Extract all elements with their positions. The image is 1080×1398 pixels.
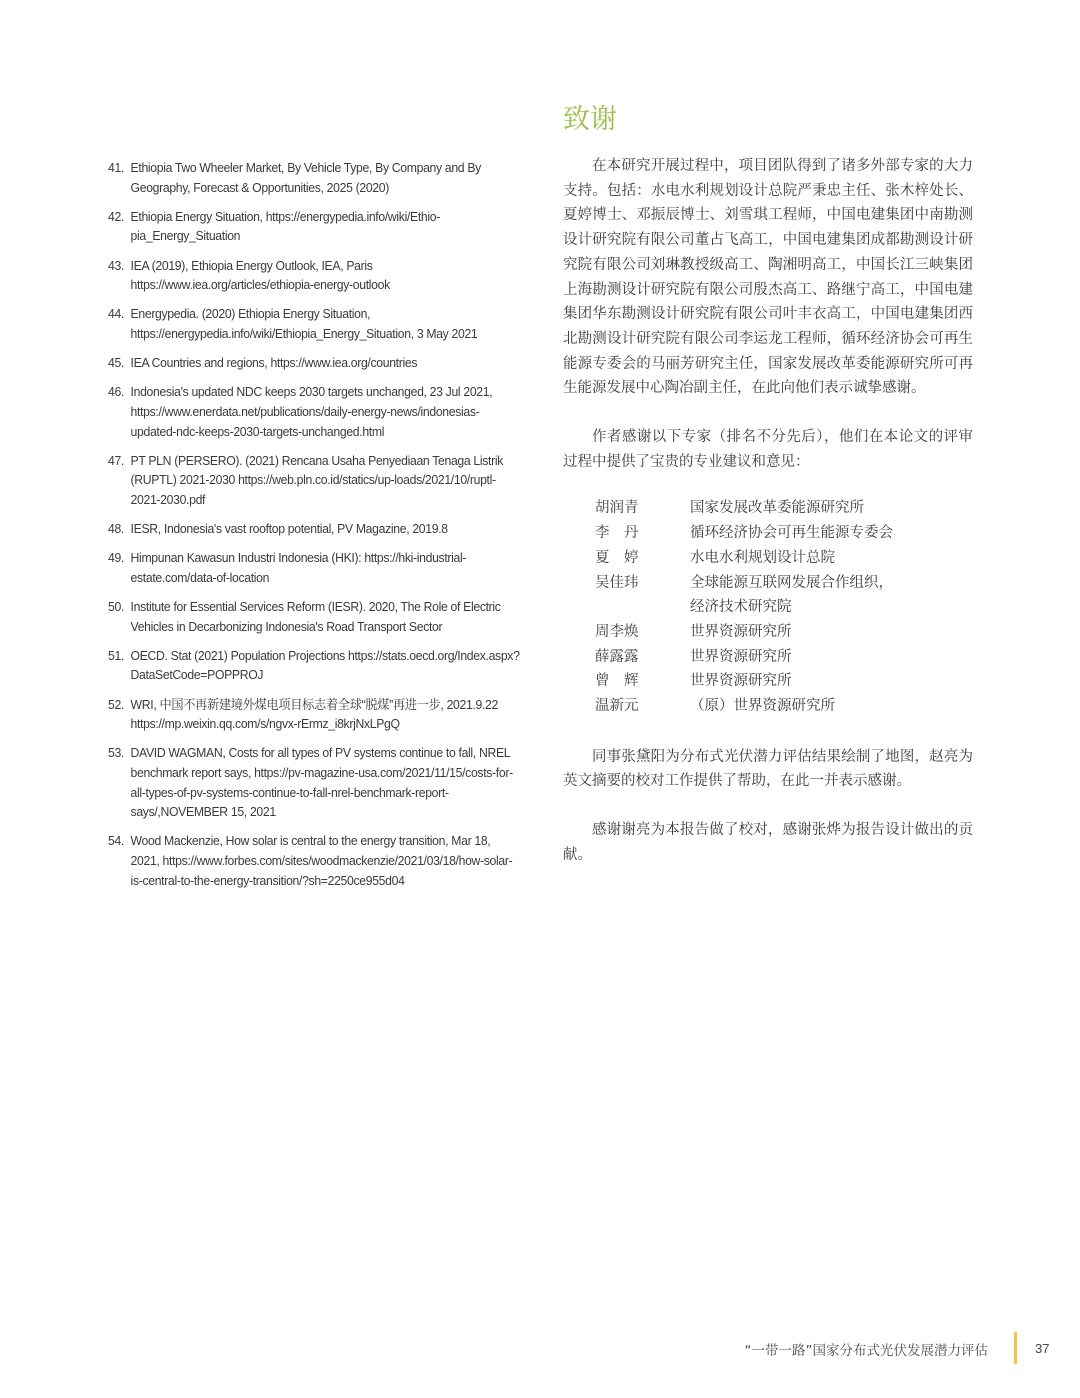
reference-item xyxy=(108,548,520,587)
expert-row xyxy=(595,571,973,596)
reference-item xyxy=(108,256,520,295)
reference-number: 52. xyxy=(108,696,125,712)
expert-row xyxy=(595,496,973,521)
expert-row xyxy=(595,694,973,719)
acknowledgements-paragraph-1: 在本研究开展过程中，项目团队得到了诸多外部专家的大力支持。包括：水电水利规划设计总院严秉忠主任、张木梓处长、夏婷博士、邓振辰博士、刘雪琪工程师，中国电建集团中南勘测设计研究院有限公司董占飞高工，中国电建集团成都勘测设计研究院有限公司刘琳教授级高工、陶湘明高工，中国长江三峡集团上海勘测设计研究院有限公司殷杰高工、路继宁高工，中国电建集团华东勘测设计研究院有限公司叶丰衣高工，中国电建集团西北勘测设计研究院有限公司李运龙工程师，循环经济协会可再生能源专委会的马丽芳研究主任，国家发展改革委能源研究所可再生能源发展中心陶冶副主任，在此向他们表示诚挚感谢。 xyxy=(563,158,973,397)
expert-name: 温新元 xyxy=(595,698,639,715)
footer-report-title: “一带一路”国家分布式光伏发展潜力评估 xyxy=(744,1343,988,1359)
reference-text: Energypedia. (2020) Ethiopia Energy Situation, https://energypedia.info/wiki/Ethiopia_Energy_Situation, 3 May 2021 xyxy=(130,306,478,341)
reference-item xyxy=(108,353,520,373)
reference-text: Wood Mackenzie, How solar is central to the energy transition, Mar 18, 2021, https://www.forbes.com/sites/woodmackenzie/2021/03/18/how-solar-is-central-to-the-energy-transition/?sh=2250ce955d04 xyxy=(130,833,513,888)
expert-name: 夏 婷 xyxy=(595,549,639,566)
page-number: 37 xyxy=(1035,1341,1050,1356)
expert-row xyxy=(595,620,973,645)
expert-row xyxy=(595,669,973,694)
acknowledgements-section xyxy=(563,100,973,868)
expert-name: 胡润青 xyxy=(595,500,639,517)
page-footer xyxy=(0,1332,1080,1366)
reference-item xyxy=(108,451,520,510)
footer-divider xyxy=(1014,1332,1017,1364)
acknowledgements-paragraph-4: 感谢谢亮为本报告做了校对，感谢张烨为报告设计做出的贡献。 xyxy=(563,822,973,863)
reference-item xyxy=(108,743,520,821)
reference-text: OECD. Stat (2021) Population Projections https://stats.oecd.org/Index.aspx?DataSetCode=POPPROJ xyxy=(130,647,520,683)
expert-name xyxy=(595,595,690,620)
reference-text: Himpunan Kawasun Industri Indonesia (HKI): https://hki-industrial-estate.com/data-of-location xyxy=(130,550,467,585)
reference-text: Institute for Essential Services Reform (IESR). 2020, The Role of Electric Vehicles in Decarbonizing Indonesia's Road Transport Sector xyxy=(130,599,501,634)
acknowledgements-paragraph-2: 作者感谢以下专家（排名不分先后），他们在本论文的评审过程中提供了宝贵的专业建议和意见： xyxy=(563,429,973,470)
reference-item xyxy=(108,158,520,197)
expert-name: 李 丹 xyxy=(595,525,639,542)
expert-row xyxy=(595,595,973,620)
reference-item xyxy=(108,304,520,343)
reference-number: 50. xyxy=(108,599,125,615)
expert-name: 周李焕 xyxy=(595,623,639,640)
reference-text: Ethiopia Two Wheeler Market, By Vehicle Type, By Company and By Geography, Forecast & Opportunities, 2025 (2020) xyxy=(130,160,481,195)
expert-list xyxy=(595,496,973,718)
acknowledgements-paragraph-3: 同事张黛阳为分布式光伏潜力评估结果绘制了地图，赵亮为英文摘要的校对工作提供了帮助，在此一并表示感谢。 xyxy=(563,748,973,790)
reference-number: 45. xyxy=(108,355,125,371)
expert-organization: 世界资源研究所 xyxy=(690,623,792,640)
expert-name: 吴佳玮 xyxy=(595,574,639,591)
reference-number: 51. xyxy=(108,647,125,663)
reference-number: 46. xyxy=(108,384,125,400)
reference-number: 43. xyxy=(108,257,125,273)
expert-organization: 水电水利规划设计总院 xyxy=(690,549,835,566)
reference-text: IESR, Indonesia's vast rooftop potential, PV Magazine, 2019.8 xyxy=(130,521,448,537)
expert-organization: （原）世界资源研究所 xyxy=(690,698,835,715)
reference-text: Ethiopia Energy Situation, https://energypedia.info/wiki/Ethio-pia_Energy_Situation xyxy=(130,208,440,244)
reference-number: 41. xyxy=(108,160,125,175)
reference-text: IEA Countries and regions, https://www.iea.org/countries xyxy=(130,355,418,371)
reference-number: 47. xyxy=(108,452,125,468)
acknowledgements-title: 致谢 xyxy=(563,104,617,135)
reference-text: DAVID WAGMAN, Costs for all types of PV systems continue to fall, NREL benchmark report says, https://pv-magazine-usa.com/2021/11/15/costs-for-all-types-of-pv-systems-continue-to-fall-nrel-benchmark-report-says/,NOVEMBER 15, 2021 xyxy=(130,745,513,820)
reference-list xyxy=(108,158,520,900)
expert-name: 薛露露 xyxy=(595,648,639,665)
reference-number: 48. xyxy=(108,521,125,537)
reference-number: 54. xyxy=(108,833,125,849)
expert-organization: 全球能源互联网发展合作组织， xyxy=(690,574,893,591)
expert-organization: 世界资源研究所 xyxy=(690,648,792,665)
reference-item xyxy=(108,695,520,734)
reference-number: 49. xyxy=(108,550,125,566)
reference-text: PT PLN (PERSERO). (2021) Rencana Usaha Penyediaan Tenaga Listrik (RUPTL) 2021-2030 https://web.pln.co.id/statics/up-loads/2021/10/ruptl-2021-2030.pdf xyxy=(130,452,504,507)
reference-item xyxy=(108,382,520,441)
reference-item xyxy=(108,646,520,685)
expert-row xyxy=(595,645,973,670)
reference-text: IEA (2019), Ethiopia Energy Outlook, IEA, Paris https://www.iea.org/articles/ethiopia-energy-outlook xyxy=(130,257,390,293)
expert-row xyxy=(595,546,973,571)
expert-name: 曾 辉 xyxy=(595,673,639,690)
expert-organization: 国家发展改革委能源研究所 xyxy=(690,500,864,517)
expert-organization: 世界资源研究所 xyxy=(690,673,792,690)
reference-item xyxy=(108,597,520,636)
expert-organization: 循环经济协会可再生能源专委会 xyxy=(690,525,893,542)
reference-number: 53. xyxy=(108,745,125,761)
reference-text: WRI, 中国不再新建境外煤电项目标志着全球“脱煤”再进一步, 2021.9.22 https://mp.weixin.qq.com/s/ngvx-rErmz_i8krjNxLPgQ xyxy=(130,696,498,732)
reference-number: 44. xyxy=(108,306,125,322)
expert-row xyxy=(595,521,973,546)
reference-item xyxy=(108,831,520,890)
reference-item xyxy=(108,207,520,246)
reference-item xyxy=(108,519,520,539)
reference-number: 42. xyxy=(108,208,125,224)
expert-organization: 经济技术研究院 xyxy=(690,599,792,616)
reference-text: Indonesia's updated NDC keeps 2030 targets unchanged, 23 Jul 2021, https://www.enerdata.net/publications/daily-energy-news/indonesias-updated-ndc-keeps-2030-targets-unchanged.html xyxy=(130,384,493,439)
